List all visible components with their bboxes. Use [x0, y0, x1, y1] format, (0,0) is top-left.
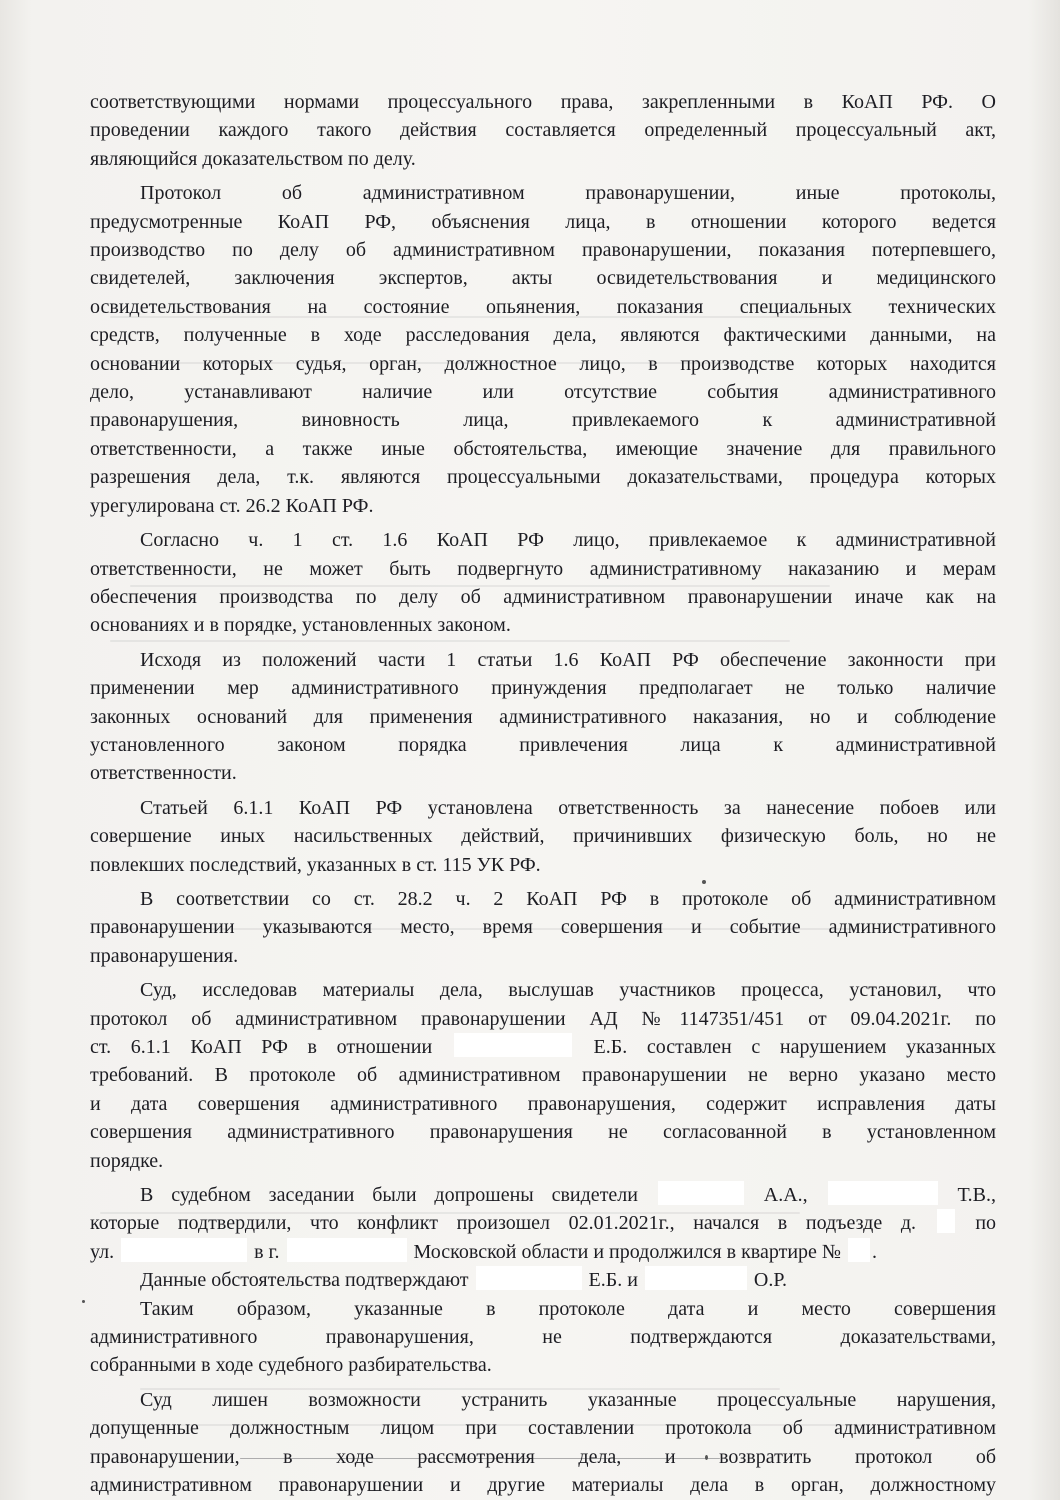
text-line: протокол об административном правонарушении АД №1147351/451 от 09.04.2021г. по	[90, 1007, 996, 1030]
text-fragment: В судебном заседании были допрошены свидетели	[140, 1184, 638, 1207]
text-line: совершения административного правонарушения не согласованной в установленном	[90, 1121, 996, 1144]
text-line: урегулирована ст. 26.2 КоАП РФ.	[90, 494, 374, 517]
text-fragment: по	[975, 1212, 997, 1235]
text-line: основаниях и в порядке, установленных законом.	[90, 614, 511, 637]
text-line-with-redaction	[90, 1238, 996, 1266]
text-fragment: ст. 6.1.1 КоАП РФ в отношении	[90, 1036, 433, 1058]
text-line: ответственности.	[90, 762, 237, 785]
text-fragment: Е.Б. и	[588, 1269, 638, 1292]
text-line: дело, устанавливают наличие или отсутствие события административного	[90, 381, 996, 404]
paper-speck	[82, 1300, 85, 1303]
text-fragment: Московской области и продолжился в квартире №	[413, 1240, 841, 1263]
text-line: производство по делу об административном правонарушении, показания потерпевшего,	[90, 239, 996, 262]
text-line: собранными в ходе судебного разбирательства.	[90, 1354, 492, 1377]
paragraph-conclusion	[90, 1295, 996, 1380]
text-line: правонарушения, виновность лица, привлекаемого к административной	[90, 409, 996, 432]
redacted-name	[645, 1266, 747, 1290]
text-line: и дата совершения административного правонарушения, содержит исправления даты	[90, 1092, 996, 1115]
text-line: предусмотренные КоАП РФ, объяснения лица, в отношении которого ведется	[90, 210, 996, 233]
text-line: применении мер административного принуждения предполагает не только наличие	[90, 677, 996, 700]
text-line: являющийся доказательством по делу.	[90, 147, 416, 170]
paragraph-court-findings	[90, 976, 996, 1175]
text-line: административного правонарушения, не подтверждаются доказательствами,	[90, 1326, 996, 1349]
text-fragment: ул.	[90, 1240, 115, 1263]
text-line: законных оснований для применения административного наказания, но и соблюдение	[90, 705, 996, 728]
text-line: допущенные должностным лицом при составлении протокола об административном	[90, 1417, 996, 1440]
text-line: основании которых судья, орган, должностное лицо, в производстве которых находится	[90, 352, 996, 375]
text-line: Суд, исследовав материалы дела, выслушав участников процесса, установил, что	[140, 979, 996, 1002]
text-line: правонарушении, в ходе рассмотрения дела, и возвратить протокол об	[90, 1445, 996, 1468]
text-line-with-redaction	[90, 1181, 996, 1209]
text-line: повлекших последствий, указанных в ст. 115 УК РФ.	[90, 853, 541, 876]
text-fragment: Данные обстоятельства подтверждают	[140, 1269, 469, 1292]
text-fragment: в г.	[254, 1240, 280, 1263]
text-line: Суд лишен возможности устранить указанные процессуальные нарушения,	[140, 1388, 996, 1411]
paragraph-article-28-2	[90, 885, 996, 970]
redacted-apartment-number	[848, 1238, 870, 1262]
text-line: Протокол об административном правонарушении, иные протоколы,	[140, 182, 996, 205]
text-fragment: Е.Б. составлен с нарушением указанных	[593, 1036, 997, 1058]
text-line: обеспечения производства по делу об административном правонарушении иначе как на	[90, 585, 996, 608]
paragraph-court-unable	[90, 1386, 996, 1500]
text-line: Статьей 6.1.1 КоАП РФ установлена ответственность за нанесение побоев или	[140, 796, 996, 819]
text-line: проведении каждого такого действия составляется определенный процессуальный акт,	[90, 119, 996, 142]
redacted-street	[121, 1238, 247, 1262]
text-line: ответственности, а также иные обстоятельства, имеющие значение для правильного	[90, 437, 996, 460]
text-fragment: Т.В.,	[957, 1184, 997, 1207]
text-fragment: .	[871, 1240, 877, 1263]
text-line: совершение иных насильственных действий, причинивших физическую боль, но не	[90, 825, 996, 848]
text-line: требований. В протоколе об административном правонарушении не верно указано место	[90, 1064, 996, 1087]
text-line: правонарушении указываются место, время совершения и событие административного	[90, 916, 996, 939]
paragraph-legality	[90, 646, 996, 788]
redacted-city	[287, 1238, 407, 1262]
text-line: правонарушения.	[90, 944, 239, 967]
redacted-name	[476, 1266, 582, 1290]
paragraph-article-1-6	[90, 526, 996, 640]
document-text	[90, 88, 996, 1500]
text-line: ответственности, не может быть подвергнуто административному наказанию и мерам	[90, 557, 996, 580]
text-line: порядке.	[90, 1149, 164, 1172]
text-line-with-redaction	[90, 1033, 996, 1061]
text-line: Исходя из положений части 1 статьи 1.6 КоАП РФ обеспечение законности при	[140, 648, 996, 671]
text-line: разрешения дела, т.к. являются процессуальными доказательствами, процедура которых	[90, 466, 996, 489]
text-line: соответствующими нормами процессуального права, закрепленными в КоАП РФ. О	[90, 91, 996, 113]
paragraph-evidence	[90, 179, 996, 520]
redacted-name	[658, 1181, 744, 1205]
redacted-name	[828, 1181, 938, 1205]
text-line: Согласно ч. 1 ст. 1.6 КоАП РФ лицо, привлекаемое к административной	[140, 529, 996, 552]
text-line: административном правонарушении и другие материалы дела в орган, должностному	[90, 1474, 996, 1497]
redacted-name	[454, 1033, 572, 1057]
text-line: установленного законом порядка привлечения лица к административной	[90, 733, 996, 756]
text-fragment: А.А.,	[763, 1184, 808, 1207]
text-line: средств, полученные в ходе расследования дела, являются фактическими данными, на	[90, 324, 996, 347]
text-fragment: которые подтвердили, что конфликт произошел 02.01.2021г., начался в подъезде д.	[90, 1212, 917, 1235]
text-line-with-redaction	[90, 1266, 996, 1294]
text-line-with-redaction	[90, 1209, 996, 1237]
redacted-house-number	[937, 1209, 955, 1233]
paragraph-witnesses	[90, 1181, 996, 1295]
text-line: В соответствии со ст. 28.2 ч. 2 КоАП РФ в протоколе об административном	[140, 887, 996, 910]
text-line: освидетельствования на состояние опьянения, показания специальных технических	[90, 295, 996, 318]
paragraph-continuation	[90, 88, 996, 173]
text-line: свидетелей, заключения экспертов, акты освидетельствования и медицинского	[90, 267, 996, 290]
paragraph-article-6-1-1	[90, 794, 996, 879]
text-line: Таким образом, указанные в протоколе дата и место совершения	[140, 1297, 996, 1320]
text-fragment: О.Р.	[753, 1269, 787, 1292]
